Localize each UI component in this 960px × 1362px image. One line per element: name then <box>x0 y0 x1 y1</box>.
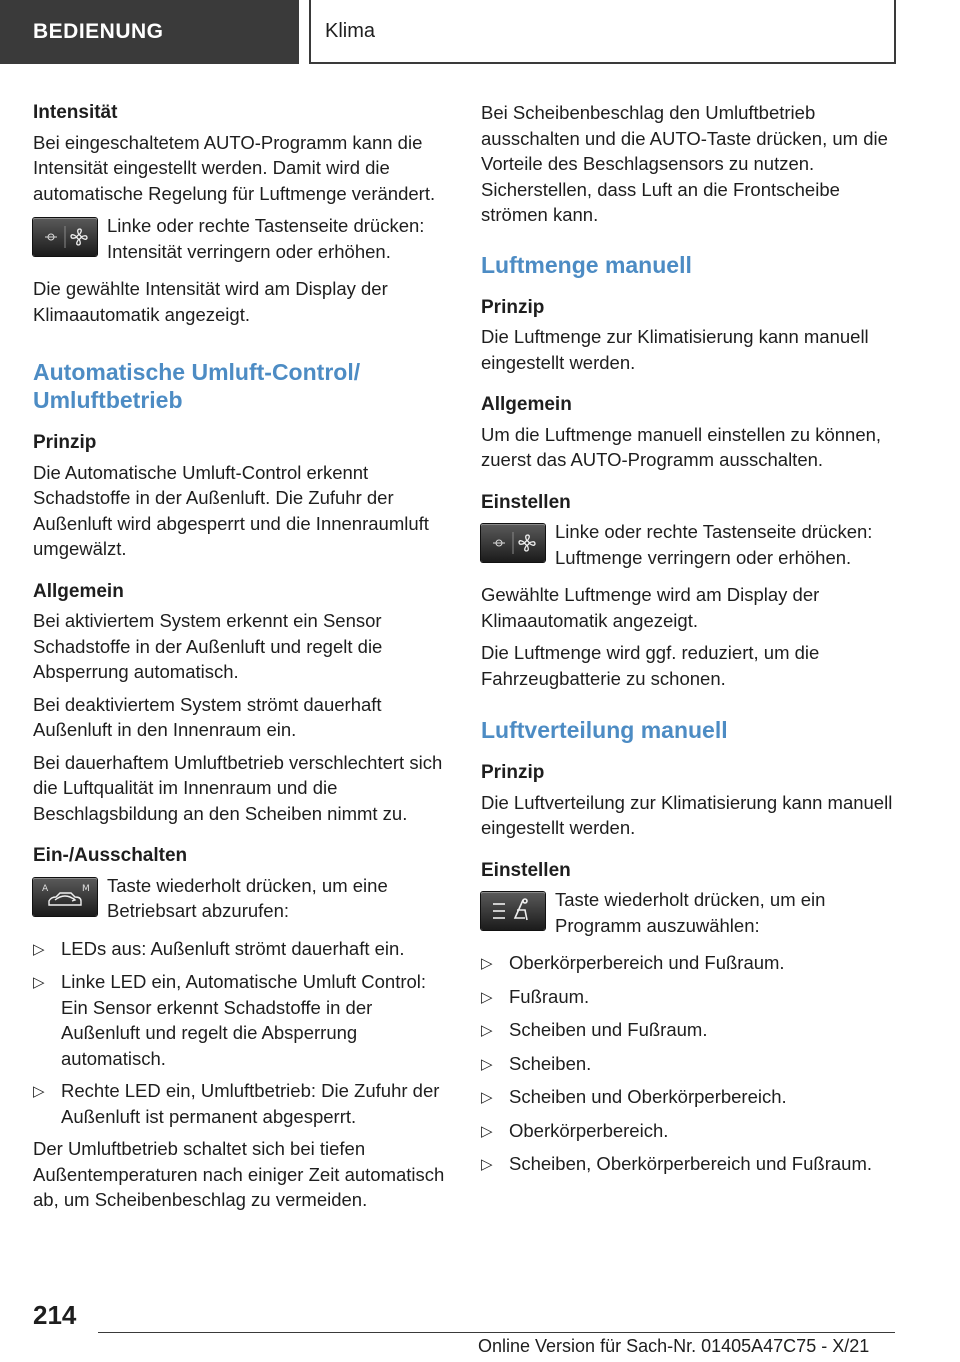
lm-display-paragraph: Gewählte Luftmenge wird am Display der Klimaautomatik angezeigt. <box>481 584 820 631</box>
intensitaet-display-paragraph: Die gewählte Intensität wird am Display der Klimaautomatik angezeigt. <box>33 278 388 325</box>
allgemein-paragraph-1: Bei aktiviertem System erkennt ein Sensor Schadstoffe in der Außenluft und regelt die Absperrung automatisch. <box>33 610 383 682</box>
footer-divider <box>98 1332 895 1333</box>
intensitaet-icon-row <box>33 213 445 264</box>
auto-led-label: A <box>42 883 49 894</box>
list-item: ▷ Scheiben und Oberkörperbereich. <box>481 1084 893 1111</box>
triangle-bullet-icon: ▷ <box>481 988 493 1006</box>
luftverteilung-heading: Luftverteilung manuell <box>481 717 728 743</box>
lm-allgemein-title: Allgemein <box>481 394 572 415</box>
intensitaet-title: Intensität <box>33 102 118 123</box>
intro-paragraph: Bei Scheibenbeschlag den Umluftbetrieb ausschalten und die AUTO-Taste drücken, um die Vorteile des Beschlagsensors zu nutzen. Sicherstellen, dass Luft an die Frontscheibe strömen kann. <box>481 102 888 225</box>
lm-prinzip-title: Prinzip <box>481 296 545 318</box>
umluft-heading: Automatische Umluft-Control/ Umluftbetrieb <box>33 359 361 413</box>
section-title: BEDIENUNG <box>33 20 164 43</box>
list-item: ▷ Oberkörperbereich und Fußraum. <box>481 950 893 977</box>
intensitaet-icon-text: Linke oder rechte Tastenseite drücken: Intensität verringern oder erhöhen. <box>107 215 425 262</box>
list-item: ▷ Oberkörperbereich. <box>481 1118 893 1145</box>
recirculation-button-icon <box>33 878 97 916</box>
luftmenge-heading: Luftmenge manuell <box>481 251 692 278</box>
lm-icon-text: Linke oder rechte Tastenseite drücken: Luftmenge verringern oder erhöhen. <box>555 521 873 568</box>
right-column <box>481 100 893 1185</box>
manual-led-label: M <box>82 883 90 894</box>
topic-header <box>309 0 896 64</box>
fan-rocker-button-icon <box>33 218 97 256</box>
lm-allgemein-paragraph: Um die Luftmenge manuell einstellen zu können, zuerst das AUTO-Programm ausschalten. <box>481 423 882 470</box>
list-item: ▷ LEDs aus: Außenluft strömt dauerhaft ein. <box>33 936 445 963</box>
ein-aus-icon-text: Taste wiederholt drücken, um eine Betriebsart abzurufen: <box>107 874 388 921</box>
page-number: 214 <box>33 1300 77 1330</box>
allgemein-paragraph-3: Bei dauerhaftem Umluftbetrieb verschlechtert sich die Luftqualität im Innenraum und die Beschlagsbildung an den Scheiben nimmt zu. <box>33 751 443 824</box>
allgemein-title: Allgemein <box>33 580 124 602</box>
lm-einstellen-title: Einstellen <box>481 491 571 513</box>
list-item: ▷ Scheiben. <box>481 1051 893 1078</box>
lm-prinzip-paragraph: Die Luftmenge zur Klimatisierung kann manuell eingestellt werden. <box>481 326 869 373</box>
triangle-bullet-icon: ▷ <box>481 1022 493 1039</box>
lv-prinzip-paragraph: Die Luftverteilung zur Klimatisierung kann manuell eingestellt werden. <box>481 791 893 838</box>
lv-list <box>481 950 893 1178</box>
allgemein-paragraph-2: Bei deaktiviertem System strömt dauerhaft Außenluft in den Innenraum ein. <box>33 693 382 740</box>
list-item: ▷ Rechte LED ein, Umluftbetrieb: Die Zufuhr der Außenluft ist permanent abgesperrt. <box>33 1078 445 1129</box>
topic-title: Klima <box>325 19 376 42</box>
ein-aus-list <box>33 936 445 1130</box>
lv-icon-row <box>481 887 893 938</box>
lv-icon-text: Taste wiederholt drücken, um ein Programm auszuwählen: <box>555 889 826 936</box>
air-distribution-button-icon <box>481 892 545 930</box>
prinzip-paragraph: Die Automatische Umluft-Control erkennt Schadstoffe in der Außenluft. Die Zufuhr der Außenluft wird abgesperrt und die Innenraumluft umgewälzt. <box>33 461 429 559</box>
intensitaet-paragraph: Bei eingeschaltetem AUTO-Programm kann die Intensität eingestellt werden. Damit wird die automatische Regelung für Luftmenge verändert. <box>33 131 436 204</box>
triangle-bullet-icon: ▷ <box>481 1089 493 1106</box>
footer-version-text: Online Version für Sach-Nr. 01405A47C75 - X/21 <box>478 1336 870 1356</box>
lv-prinzip-title: Prinzip <box>481 762 545 783</box>
list-item: ▷ Scheiben und Fußraum. <box>481 1017 893 1044</box>
triangle-bullet-icon: ▷ <box>481 1156 493 1173</box>
lm-icon-row <box>481 519 893 570</box>
lv-einstellen-title: Einstellen <box>481 859 571 881</box>
list-item: ▷ Fußraum. <box>481 984 893 1011</box>
lm-battery-paragraph: Die Luftmenge wird ggf. reduziert, um die Fahrzeugbatterie zu schonen. <box>481 642 820 689</box>
triangle-bullet-icon: ▷ <box>481 1055 493 1073</box>
list-item: ▷ Linke LED ein, Automatische Umluft Control: Ein Sensor erkennt Schadstoffe in der Außenluft und regelt die Absperrung automatisch. <box>33 969 445 1071</box>
section-tab <box>0 0 299 64</box>
ein-aus-title: Ein-/Ausschalten <box>33 845 188 866</box>
closing-paragraph: Der Umluftbetrieb schaltet sich bei tiefen Außentemperaturen nach einiger Zeit automatisch ab, um Scheibenbeschlag zu vermeiden. <box>33 1138 445 1210</box>
list-item: ▷ Scheiben, Oberkörperbereich und Fußraum. <box>481 1151 893 1178</box>
prinzip-title: Prinzip <box>33 432 97 453</box>
triangle-bullet-icon: ▷ <box>33 974 45 991</box>
left-column <box>33 100 445 1220</box>
triangle-bullet-icon: ▷ <box>481 955 493 972</box>
ein-aus-icon-row <box>33 873 445 924</box>
triangle-bullet-icon: ▷ <box>33 1083 45 1100</box>
triangle-bullet-icon: ▷ <box>481 1122 493 1140</box>
fan-rocker-button-icon <box>481 524 545 562</box>
triangle-bullet-icon: ▷ <box>33 940 45 958</box>
